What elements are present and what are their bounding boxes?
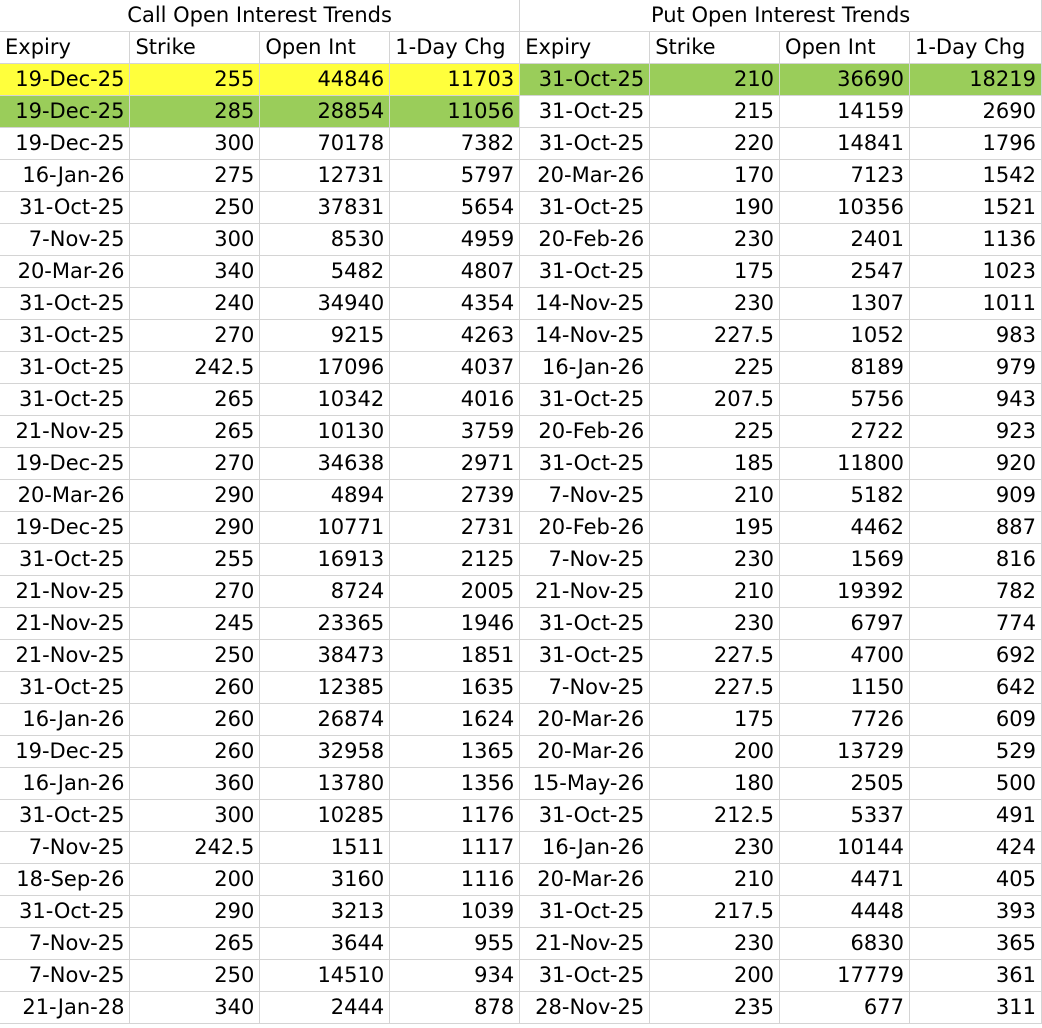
put-open-int-cell[interactable]: 7123 (780, 160, 910, 192)
table-row (0, 608, 1042, 640)
put-expiry-cell[interactable]: 20-Feb-26 (520, 512, 650, 544)
put-1-day-chg-cell[interactable]: 2690 (909, 96, 1041, 128)
call-open-int-cell[interactable]: 37831 (260, 192, 390, 224)
call-open-int-cell[interactable]: 8724 (260, 576, 390, 608)
put-strike-cell[interactable]: 217.5 (650, 896, 780, 928)
table-row (0, 832, 1042, 864)
put-open-int-cell[interactable]: 19392 (780, 576, 910, 608)
call-open-int-cell[interactable]: 17096 (260, 352, 390, 384)
call-strike-cell[interactable]: 242.5 (130, 352, 260, 384)
call-expiry-cell[interactable]: 16-Jan-26 (0, 160, 130, 192)
call-expiry-cell[interactable]: 31-Oct-25 (0, 352, 130, 384)
put-1-day-chg-cell[interactable]: 979 (909, 352, 1041, 384)
call-strike-cell[interactable]: 300 (130, 128, 260, 160)
put-open-int-cell[interactable]: 5756 (780, 384, 910, 416)
put-strike-cell[interactable]: 215 (650, 96, 780, 128)
call-strike-cell[interactable]: 245 (130, 608, 260, 640)
call-1-day-chg-header[interactable]: 1-Day Chg (390, 32, 520, 64)
call-1-day-chg-cell[interactable]: 1039 (390, 896, 520, 928)
put-1-day-chg-header[interactable]: 1-Day Chg (909, 32, 1041, 64)
put-strike-cell[interactable]: 175 (650, 256, 780, 288)
put-expiry-cell[interactable]: 31-Oct-25 (520, 448, 650, 480)
put-1-day-chg-cell[interactable]: 424 (909, 832, 1041, 864)
call-strike-cell[interactable]: 250 (130, 640, 260, 672)
call-expiry-cell[interactable]: 19-Dec-25 (0, 512, 130, 544)
call-1-day-chg-cell[interactable]: 1365 (390, 736, 520, 768)
call-open-int-cell[interactable]: 13780 (260, 768, 390, 800)
table-row (0, 384, 1042, 416)
call-expiry-cell[interactable]: 20-Mar-26 (0, 256, 130, 288)
call-strike-cell[interactable]: 265 (130, 416, 260, 448)
put-1-day-chg-cell[interactable]: 774 (909, 608, 1041, 640)
call-expiry-cell[interactable]: 19-Dec-25 (0, 448, 130, 480)
call-open-int-cell[interactable]: 26874 (260, 704, 390, 736)
put-expiry-cell[interactable]: 31-Oct-25 (520, 192, 650, 224)
put-strike-cell[interactable]: 185 (650, 448, 780, 480)
put-expiry-cell[interactable]: 7-Nov-25 (520, 544, 650, 576)
put-open-int-cell[interactable]: 5337 (780, 800, 910, 832)
put-strike-cell[interactable]: 207.5 (650, 384, 780, 416)
call-title[interactable]: Call Open Interest Trends (0, 0, 520, 32)
call-open-int-cell[interactable]: 12731 (260, 160, 390, 192)
put-strike-cell[interactable]: 190 (650, 192, 780, 224)
put-open-int-cell[interactable]: 4448 (780, 896, 910, 928)
call-open-int-cell[interactable]: 12385 (260, 672, 390, 704)
call-strike-cell[interactable]: 290 (130, 512, 260, 544)
call-strike-cell[interactable]: 270 (130, 576, 260, 608)
call-expiry-cell[interactable]: 21-Nov-25 (0, 608, 130, 640)
put-expiry-cell[interactable]: 31-Oct-25 (520, 384, 650, 416)
put-1-day-chg-cell[interactable]: 609 (909, 704, 1041, 736)
call-open-int-cell[interactable]: 9215 (260, 320, 390, 352)
put-strike-cell[interactable]: 210 (650, 576, 780, 608)
call-1-day-chg-cell[interactable]: 1116 (390, 864, 520, 896)
call-open-int-cell[interactable]: 4894 (260, 480, 390, 512)
put-1-day-chg-cell[interactable]: 361 (909, 960, 1041, 992)
call-open-int-cell[interactable]: 10130 (260, 416, 390, 448)
put-1-day-chg-cell[interactable]: 1521 (909, 192, 1041, 224)
call-strike-cell[interactable]: 340 (130, 256, 260, 288)
put-expiry-cell[interactable]: 31-Oct-25 (520, 96, 650, 128)
table-row (0, 992, 1042, 1024)
put-strike-cell[interactable]: 195 (650, 512, 780, 544)
call-open-int-header[interactable]: Open Int (260, 32, 390, 64)
table-row (0, 320, 1042, 352)
put-open-int-header[interactable]: Open Int (780, 32, 910, 64)
put-1-day-chg-cell[interactable]: 1136 (909, 224, 1041, 256)
put-strike-cell[interactable]: 200 (650, 960, 780, 992)
put-expiry-cell[interactable]: 31-Oct-25 (520, 800, 650, 832)
call-strike-cell[interactable]: 242.5 (130, 832, 260, 864)
put-expiry-cell[interactable]: 7-Nov-25 (520, 672, 650, 704)
put-1-day-chg-cell[interactable]: 18219 (909, 64, 1041, 96)
put-open-int-cell[interactable]: 8189 (780, 352, 910, 384)
call-strike-cell[interactable]: 270 (130, 320, 260, 352)
call-strike-cell[interactable]: 255 (130, 544, 260, 576)
put-open-int-cell[interactable]: 10144 (780, 832, 910, 864)
call-open-int-cell[interactable]: 32958 (260, 736, 390, 768)
put-strike-cell[interactable]: 235 (650, 992, 780, 1024)
call-open-int-cell[interactable]: 1511 (260, 832, 390, 864)
call-expiry-cell[interactable]: 7-Nov-25 (0, 224, 130, 256)
call-expiry-cell[interactable]: 7-Nov-25 (0, 928, 130, 960)
call-1-day-chg-cell[interactable]: 4354 (390, 288, 520, 320)
call-strike-cell[interactable]: 285 (130, 96, 260, 128)
call-expiry-cell[interactable]: 21-Jan-28 (0, 992, 130, 1024)
put-1-day-chg-cell[interactable]: 983 (909, 320, 1041, 352)
call-open-int-cell[interactable]: 8530 (260, 224, 390, 256)
call-1-day-chg-cell[interactable]: 4807 (390, 256, 520, 288)
header-row (0, 32, 1042, 64)
put-strike-cell[interactable]: 225 (650, 352, 780, 384)
table-row (0, 512, 1042, 544)
call-1-day-chg-cell[interactable]: 11056 (390, 96, 520, 128)
put-strike-cell[interactable]: 210 (650, 64, 780, 96)
call-open-int-cell[interactable]: 14510 (260, 960, 390, 992)
call-1-day-chg-cell[interactable]: 1624 (390, 704, 520, 736)
put-strike-cell[interactable]: 230 (650, 608, 780, 640)
put-1-day-chg-cell[interactable]: 365 (909, 928, 1041, 960)
put-open-int-cell[interactable]: 14159 (780, 96, 910, 128)
put-1-day-chg-cell[interactable]: 491 (909, 800, 1041, 832)
put-expiry-cell[interactable]: 31-Oct-25 (520, 64, 650, 96)
put-expiry-cell[interactable]: 7-Nov-25 (520, 480, 650, 512)
call-1-day-chg-cell[interactable]: 1635 (390, 672, 520, 704)
call-open-int-cell[interactable]: 10342 (260, 384, 390, 416)
table-row (0, 768, 1042, 800)
put-strike-cell[interactable]: 227.5 (650, 640, 780, 672)
table-row (0, 96, 1042, 128)
table-row (0, 896, 1042, 928)
put-1-day-chg-cell[interactable]: 923 (909, 416, 1041, 448)
put-1-day-chg-cell[interactable]: 909 (909, 480, 1041, 512)
table-row (0, 224, 1042, 256)
put-open-int-cell[interactable]: 6797 (780, 608, 910, 640)
put-expiry-cell[interactable]: 20-Feb-26 (520, 224, 650, 256)
call-open-int-cell[interactable]: 70178 (260, 128, 390, 160)
table-row (0, 704, 1042, 736)
call-1-day-chg-cell[interactable]: 4263 (390, 320, 520, 352)
put-open-int-cell[interactable]: 1569 (780, 544, 910, 576)
call-open-int-cell[interactable]: 34940 (260, 288, 390, 320)
put-expiry-cell[interactable]: 20-Mar-26 (520, 704, 650, 736)
call-strike-cell[interactable]: 200 (130, 864, 260, 896)
put-open-int-cell[interactable]: 11800 (780, 448, 910, 480)
call-1-day-chg-cell[interactable]: 5797 (390, 160, 520, 192)
put-expiry-cell[interactable]: 31-Oct-25 (520, 960, 650, 992)
put-strike-cell[interactable]: 230 (650, 544, 780, 576)
put-expiry-cell[interactable]: 16-Jan-26 (520, 352, 650, 384)
call-strike-cell[interactable]: 265 (130, 384, 260, 416)
put-strike-cell[interactable]: 180 (650, 768, 780, 800)
table-row (0, 288, 1042, 320)
table-row (0, 160, 1042, 192)
put-strike-cell[interactable]: 230 (650, 928, 780, 960)
put-open-int-cell[interactable]: 17779 (780, 960, 910, 992)
put-expiry-header[interactable]: Expiry (520, 32, 650, 64)
put-strike-cell[interactable]: 212.5 (650, 800, 780, 832)
call-expiry-cell[interactable]: 7-Nov-25 (0, 832, 130, 864)
call-1-day-chg-cell[interactable]: 1946 (390, 608, 520, 640)
table-row (0, 448, 1042, 480)
put-1-day-chg-cell[interactable]: 920 (909, 448, 1041, 480)
call-strike-cell[interactable]: 260 (130, 704, 260, 736)
call-expiry-cell[interactable]: 20-Mar-26 (0, 480, 130, 512)
put-open-int-cell[interactable]: 10356 (780, 192, 910, 224)
table-row (0, 352, 1042, 384)
call-expiry-cell[interactable]: 21-Nov-25 (0, 416, 130, 448)
put-expiry-cell[interactable]: 20-Mar-26 (520, 864, 650, 896)
call-open-int-cell[interactable]: 5482 (260, 256, 390, 288)
put-strike-cell[interactable]: 220 (650, 128, 780, 160)
call-expiry-header[interactable]: Expiry (0, 32, 130, 64)
call-expiry-cell[interactable]: 16-Jan-26 (0, 704, 130, 736)
put-expiry-cell[interactable]: 21-Nov-25 (520, 576, 650, 608)
call-1-day-chg-cell[interactable]: 5654 (390, 192, 520, 224)
put-1-day-chg-cell[interactable]: 943 (909, 384, 1041, 416)
call-expiry-cell[interactable]: 19-Dec-25 (0, 96, 130, 128)
call-expiry-cell[interactable]: 21-Nov-25 (0, 576, 130, 608)
put-strike-cell[interactable]: 225 (650, 416, 780, 448)
call-1-day-chg-cell[interactable]: 2731 (390, 512, 520, 544)
put-open-int-cell[interactable]: 4462 (780, 512, 910, 544)
put-open-int-cell[interactable]: 13729 (780, 736, 910, 768)
put-strike-cell[interactable]: 230 (650, 288, 780, 320)
put-strike-cell[interactable]: 175 (650, 704, 780, 736)
call-expiry-cell[interactable]: 16-Jan-26 (0, 768, 130, 800)
call-expiry-cell[interactable]: 31-Oct-25 (0, 800, 130, 832)
call-strike-cell[interactable]: 340 (130, 992, 260, 1024)
put-expiry-cell[interactable]: 28-Nov-25 (520, 992, 650, 1024)
put-1-day-chg-cell[interactable]: 1011 (909, 288, 1041, 320)
call-1-day-chg-cell[interactable]: 1176 (390, 800, 520, 832)
put-1-day-chg-cell[interactable]: 816 (909, 544, 1041, 576)
put-1-day-chg-cell[interactable]: 1796 (909, 128, 1041, 160)
call-open-int-cell[interactable]: 10285 (260, 800, 390, 832)
put-open-int-cell[interactable]: 14841 (780, 128, 910, 160)
call-open-int-cell[interactable]: 3644 (260, 928, 390, 960)
table-row (0, 672, 1042, 704)
put-strike-cell[interactable]: 200 (650, 736, 780, 768)
call-strike-cell[interactable]: 250 (130, 192, 260, 224)
table-row (0, 128, 1042, 160)
put-expiry-cell[interactable]: 20-Feb-26 (520, 416, 650, 448)
put-expiry-cell[interactable]: 20-Mar-26 (520, 736, 650, 768)
call-1-day-chg-cell[interactable]: 7382 (390, 128, 520, 160)
title-row (0, 0, 1042, 32)
call-open-int-cell[interactable]: 10771 (260, 512, 390, 544)
put-1-day-chg-cell[interactable]: 642 (909, 672, 1041, 704)
put-open-int-cell[interactable]: 4471 (780, 864, 910, 896)
call-strike-cell[interactable]: 290 (130, 480, 260, 512)
call-1-day-chg-cell[interactable]: 878 (390, 992, 520, 1024)
call-expiry-cell[interactable]: 31-Oct-25 (0, 288, 130, 320)
put-open-int-cell[interactable]: 677 (780, 992, 910, 1024)
call-strike-cell[interactable]: 250 (130, 960, 260, 992)
put-expiry-cell[interactable]: 14-Nov-25 (520, 320, 650, 352)
table-row (0, 192, 1042, 224)
table-row (0, 640, 1042, 672)
put-strike-cell[interactable]: 210 (650, 864, 780, 896)
call-1-day-chg-cell[interactable]: 2971 (390, 448, 520, 480)
call-expiry-cell[interactable]: 31-Oct-25 (0, 192, 130, 224)
put-open-int-cell[interactable]: 5182 (780, 480, 910, 512)
table-row (0, 864, 1042, 896)
put-1-day-chg-cell[interactable]: 311 (909, 992, 1041, 1024)
put-1-day-chg-cell[interactable]: 782 (909, 576, 1041, 608)
call-expiry-cell[interactable]: 19-Dec-25 (0, 736, 130, 768)
call-strike-cell[interactable]: 255 (130, 64, 260, 96)
call-1-day-chg-cell[interactable]: 2125 (390, 544, 520, 576)
call-strike-cell[interactable]: 275 (130, 160, 260, 192)
call-strike-cell[interactable]: 270 (130, 448, 260, 480)
call-1-day-chg-cell[interactable]: 955 (390, 928, 520, 960)
put-expiry-cell[interactable]: 31-Oct-25 (520, 896, 650, 928)
put-1-day-chg-cell[interactable]: 887 (909, 512, 1041, 544)
put-strike-cell[interactable]: 227.5 (650, 672, 780, 704)
table-row (0, 960, 1042, 992)
call-1-day-chg-cell[interactable]: 11703 (390, 64, 520, 96)
put-open-int-cell[interactable]: 36690 (780, 64, 910, 96)
table-row (0, 256, 1042, 288)
call-open-int-cell[interactable]: 16913 (260, 544, 390, 576)
put-open-int-cell[interactable]: 2401 (780, 224, 910, 256)
put-expiry-cell[interactable]: 31-Oct-25 (520, 256, 650, 288)
put-strike-header[interactable]: Strike (650, 32, 780, 64)
put-open-int-cell[interactable]: 7726 (780, 704, 910, 736)
put-1-day-chg-cell[interactable]: 1542 (909, 160, 1041, 192)
put-expiry-cell[interactable]: 31-Oct-25 (520, 640, 650, 672)
call-expiry-cell[interactable]: 19-Dec-25 (0, 128, 130, 160)
call-strike-cell[interactable]: 265 (130, 928, 260, 960)
call-open-int-cell[interactable]: 3213 (260, 896, 390, 928)
put-1-day-chg-cell[interactable]: 1023 (909, 256, 1041, 288)
table-row (0, 736, 1042, 768)
put-1-day-chg-cell[interactable]: 529 (909, 736, 1041, 768)
call-open-int-cell[interactable]: 38473 (260, 640, 390, 672)
call-open-int-cell[interactable]: 44846 (260, 64, 390, 96)
call-1-day-chg-cell[interactable]: 4959 (390, 224, 520, 256)
call-open-int-cell[interactable]: 28854 (260, 96, 390, 128)
put-1-day-chg-cell[interactable]: 405 (909, 864, 1041, 896)
call-1-day-chg-cell[interactable]: 3759 (390, 416, 520, 448)
put-open-int-cell[interactable]: 6830 (780, 928, 910, 960)
call-expiry-cell[interactable]: 31-Oct-25 (0, 384, 130, 416)
call-open-int-cell[interactable]: 3160 (260, 864, 390, 896)
call-strike-cell[interactable]: 300 (130, 800, 260, 832)
put-open-int-cell[interactable]: 1052 (780, 320, 910, 352)
call-expiry-cell[interactable]: 31-Oct-25 (0, 896, 130, 928)
put-strike-cell[interactable]: 230 (650, 224, 780, 256)
put-strike-cell[interactable]: 210 (650, 480, 780, 512)
table-row (0, 64, 1042, 96)
call-strike-header[interactable]: Strike (130, 32, 260, 64)
table-row (0, 416, 1042, 448)
call-open-int-cell[interactable]: 34638 (260, 448, 390, 480)
put-title[interactable]: Put Open Interest Trends (520, 0, 1042, 32)
put-strike-cell[interactable]: 170 (650, 160, 780, 192)
put-open-int-cell[interactable]: 1150 (780, 672, 910, 704)
put-expiry-cell[interactable]: 31-Oct-25 (520, 608, 650, 640)
call-1-day-chg-cell[interactable]: 4016 (390, 384, 520, 416)
put-expiry-cell[interactable]: 21-Nov-25 (520, 928, 650, 960)
call-expiry-cell[interactable]: 31-Oct-25 (0, 672, 130, 704)
call-expiry-cell[interactable]: 7-Nov-25 (0, 960, 130, 992)
table-row (0, 576, 1042, 608)
call-open-int-cell[interactable]: 23365 (260, 608, 390, 640)
put-expiry-cell[interactable]: 16-Jan-26 (520, 832, 650, 864)
call-1-day-chg-cell[interactable]: 934 (390, 960, 520, 992)
call-strike-cell[interactable]: 260 (130, 672, 260, 704)
call-expiry-cell[interactable]: 18-Sep-26 (0, 864, 130, 896)
call-strike-cell[interactable]: 300 (130, 224, 260, 256)
put-open-int-cell[interactable]: 4700 (780, 640, 910, 672)
call-expiry-cell[interactable]: 31-Oct-25 (0, 320, 130, 352)
table-row (0, 800, 1042, 832)
call-expiry-cell[interactable]: 19-Dec-25 (0, 64, 130, 96)
call-strike-cell[interactable]: 290 (130, 896, 260, 928)
put-expiry-cell[interactable]: 31-Oct-25 (520, 128, 650, 160)
put-open-int-cell[interactable]: 2722 (780, 416, 910, 448)
table-row (0, 928, 1042, 960)
call-1-day-chg-cell[interactable]: 2739 (390, 480, 520, 512)
put-expiry-cell[interactable]: 14-Nov-25 (520, 288, 650, 320)
call-strike-cell[interactable]: 260 (130, 736, 260, 768)
call-1-day-chg-cell[interactable]: 2005 (390, 576, 520, 608)
call-1-day-chg-cell[interactable]: 1117 (390, 832, 520, 864)
put-open-int-cell[interactable]: 1307 (780, 288, 910, 320)
put-strike-cell[interactable]: 227.5 (650, 320, 780, 352)
put-1-day-chg-cell[interactable]: 393 (909, 896, 1041, 928)
call-1-day-chg-cell[interactable]: 4037 (390, 352, 520, 384)
call-1-day-chg-cell[interactable]: 1851 (390, 640, 520, 672)
put-1-day-chg-cell[interactable]: 692 (909, 640, 1041, 672)
call-expiry-cell[interactable]: 21-Nov-25 (0, 640, 130, 672)
table-row (0, 544, 1042, 576)
call-strike-cell[interactable]: 360 (130, 768, 260, 800)
put-open-int-cell[interactable]: 2505 (780, 768, 910, 800)
call-open-int-cell[interactable]: 2444 (260, 992, 390, 1024)
table-row (0, 480, 1042, 512)
call-expiry-cell[interactable]: 31-Oct-25 (0, 544, 130, 576)
put-expiry-cell[interactable]: 20-Mar-26 (520, 160, 650, 192)
put-strike-cell[interactable]: 230 (650, 832, 780, 864)
call-strike-cell[interactable]: 240 (130, 288, 260, 320)
put-expiry-cell[interactable]: 15-May-26 (520, 768, 650, 800)
put-open-int-cell[interactable]: 2547 (780, 256, 910, 288)
call-1-day-chg-cell[interactable]: 1356 (390, 768, 520, 800)
put-1-day-chg-cell[interactable]: 500 (909, 768, 1041, 800)
